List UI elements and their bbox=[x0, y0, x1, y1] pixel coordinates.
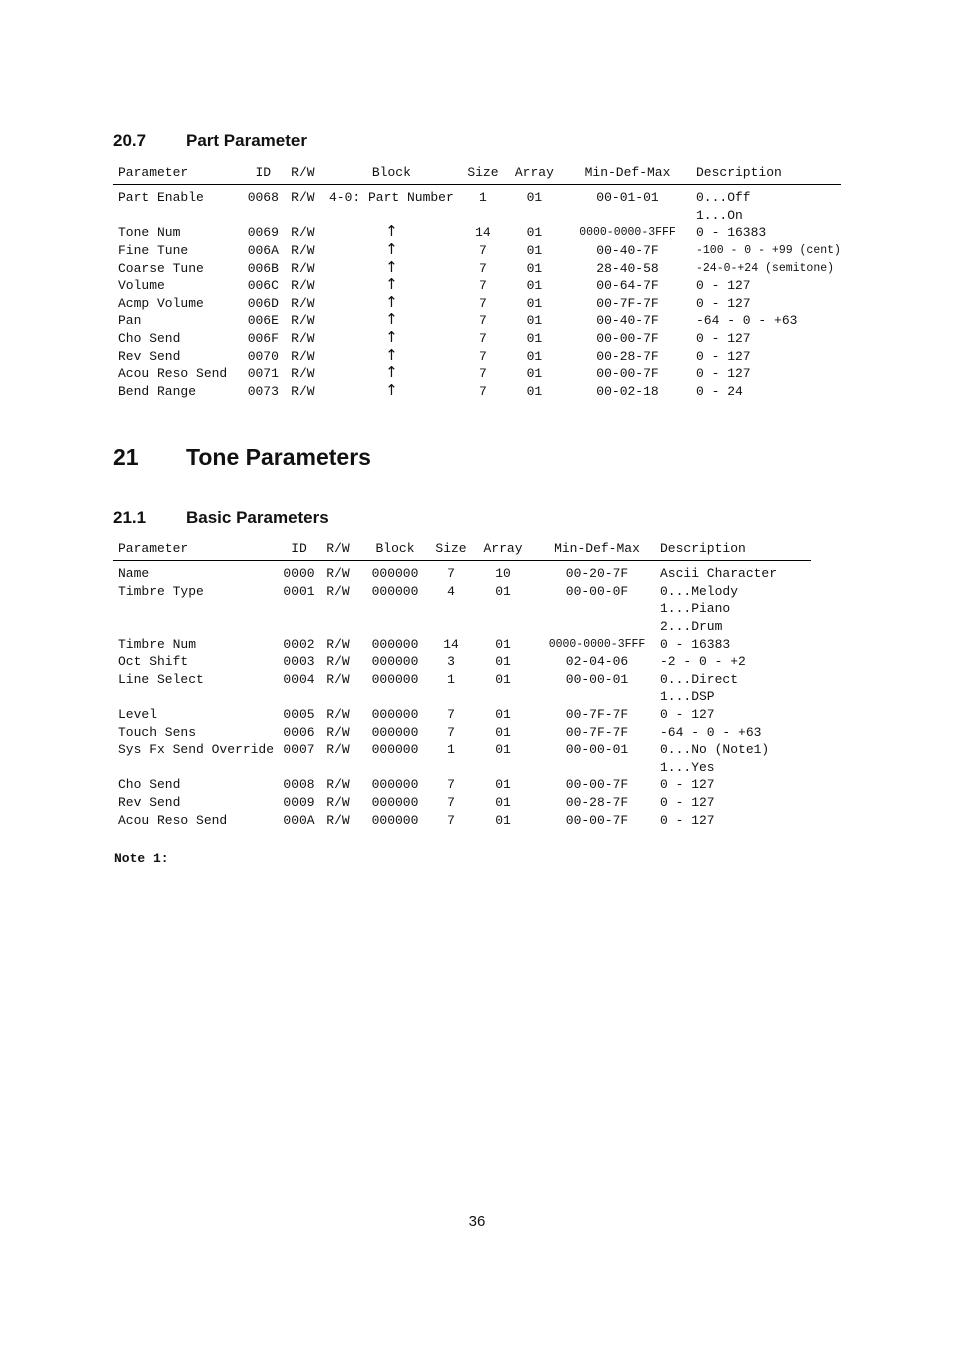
column-header-size: Size bbox=[435, 540, 467, 556]
cell-array: 01 bbox=[526, 190, 543, 206]
section-number: 20.7 bbox=[113, 131, 147, 150]
cell-id: 0068 bbox=[247, 190, 279, 206]
cell-min-def-max: 00-7F-7F bbox=[565, 724, 629, 740]
table-row bbox=[113, 312, 841, 330]
table-row bbox=[113, 330, 841, 348]
cell-id: 006E bbox=[247, 313, 279, 329]
table-row bbox=[113, 185, 841, 207]
cell-id bbox=[277, 600, 321, 618]
cell-rw: R/W bbox=[326, 583, 350, 599]
cell-block bbox=[355, 759, 435, 777]
cell-min-def-max: 00-64-7F bbox=[596, 278, 659, 294]
cell-array: 01 bbox=[495, 636, 511, 652]
cell-block bbox=[355, 688, 435, 706]
cell-parameter: Name bbox=[118, 566, 150, 582]
table-row bbox=[113, 259, 841, 277]
cell-min-def-max: 00-7F-7F bbox=[596, 295, 659, 311]
cell-array: 10 bbox=[495, 566, 511, 582]
cell-block: 000000 bbox=[371, 812, 419, 828]
up-arrow-icon: ↑ bbox=[385, 222, 398, 241]
cell-parameter: Rev Send bbox=[118, 795, 181, 811]
column-header-id: ID bbox=[291, 540, 307, 556]
table-row bbox=[113, 776, 811, 794]
cell-parameter: Level bbox=[118, 707, 158, 723]
cell-size: 7 bbox=[479, 383, 487, 399]
cell-size: 7 bbox=[447, 795, 455, 811]
cell-rw: R/W bbox=[291, 366, 315, 382]
cell-parameter: Cho Send bbox=[118, 331, 181, 347]
cell-parameter bbox=[113, 618, 277, 636]
cell-block bbox=[322, 380, 462, 401]
cell-parameter: Timbre Type bbox=[118, 583, 204, 599]
chapter-title: Tone Parameters bbox=[186, 444, 371, 470]
cell-size: 7 bbox=[479, 348, 487, 364]
section-heading-21-1 bbox=[113, 508, 329, 528]
cell-rw: R/W bbox=[326, 777, 350, 793]
cell-description: 0 - 127 bbox=[696, 366, 751, 382]
cell-id: 0003 bbox=[283, 654, 315, 670]
cell-array: 01 bbox=[495, 671, 511, 687]
cell-size: 7 bbox=[447, 566, 455, 582]
cell-parameter: Acmp Volume bbox=[118, 295, 204, 311]
cell-rw bbox=[284, 207, 322, 225]
cell-array: 01 bbox=[495, 777, 511, 793]
cell-description: 0...No (Note1) bbox=[660, 742, 770, 758]
up-arrow-icon: ↑ bbox=[385, 380, 398, 399]
cell-parameter: Rev Send bbox=[118, 348, 181, 364]
cell-array: 01 bbox=[495, 583, 511, 599]
cell-id: 006B bbox=[247, 260, 279, 276]
up-arrow-icon: ↑ bbox=[385, 257, 398, 276]
cell-size: 7 bbox=[447, 777, 455, 793]
cell-rw: R/W bbox=[326, 812, 350, 828]
cell-description: -64 - 0 - +63 bbox=[696, 313, 798, 329]
cell-min-def-max bbox=[539, 618, 655, 636]
cell-min-def-max bbox=[539, 688, 655, 706]
cell-size: 7 bbox=[447, 812, 455, 828]
cell-min-def-max: 00-00-7F bbox=[596, 366, 659, 382]
cell-parameter bbox=[113, 207, 242, 225]
cell-rw: R/W bbox=[291, 243, 315, 259]
cell-rw: R/W bbox=[291, 295, 315, 311]
cell-block: 000000 bbox=[371, 566, 419, 582]
cell-array: 01 bbox=[526, 313, 543, 329]
cell-min-def-max: 00-28-7F bbox=[596, 348, 659, 364]
cell-min-def-max: 00-40-7F bbox=[596, 243, 659, 259]
cell-min-def-max: 00-7F-7F bbox=[565, 707, 629, 723]
column-header-description: Description bbox=[660, 540, 746, 556]
table-row bbox=[113, 383, 841, 401]
cell-description: -100 - 0 - +99 (cent) bbox=[696, 244, 841, 258]
cell-min-def-max: 00-00-0F bbox=[565, 583, 629, 599]
cell-rw: R/W bbox=[326, 795, 350, 811]
cell-size: 7 bbox=[479, 313, 487, 329]
chapter-heading-21 bbox=[113, 444, 371, 471]
up-arrow-icon: ↑ bbox=[385, 275, 398, 294]
cell-block: 000000 bbox=[371, 707, 419, 723]
cell-min-def-max bbox=[539, 600, 655, 618]
cell-description: 1...Piano bbox=[660, 601, 731, 617]
cell-size: 7 bbox=[479, 331, 487, 347]
table-row bbox=[113, 635, 811, 653]
cell-description: 0...Off bbox=[696, 190, 751, 206]
cell-min-def-max: 02-04-06 bbox=[565, 654, 629, 670]
cell-id: 006A bbox=[247, 243, 279, 259]
cell-array: 01 bbox=[526, 366, 543, 382]
table-row bbox=[113, 207, 841, 225]
cell-array: 01 bbox=[526, 331, 543, 347]
column-header-block: Block bbox=[371, 164, 411, 180]
cell-array bbox=[505, 207, 564, 225]
cell-id: 006D bbox=[247, 295, 279, 311]
cell-parameter: Timbre Num bbox=[118, 636, 197, 652]
section-heading-20-7 bbox=[113, 131, 307, 151]
cell-size bbox=[435, 688, 467, 706]
table-row bbox=[113, 653, 811, 671]
cell-id: 0008 bbox=[283, 777, 315, 793]
cell-description: -24-0-+24 (semitone) bbox=[696, 261, 835, 275]
column-header-description: Description bbox=[696, 164, 782, 180]
cell-rw: R/W bbox=[326, 742, 350, 758]
cell-size: 7 bbox=[479, 260, 487, 276]
cell-description: 0 - 127 bbox=[696, 295, 751, 311]
cell-rw: R/W bbox=[291, 278, 315, 294]
cell-rw: R/W bbox=[326, 707, 350, 723]
cell-rw: R/W bbox=[291, 331, 315, 347]
cell-block: 000000 bbox=[371, 742, 419, 758]
cell-size bbox=[435, 618, 467, 636]
cell-array: 01 bbox=[495, 812, 511, 828]
cell-array: 01 bbox=[526, 383, 543, 399]
cell-description: 1...DSP bbox=[660, 689, 715, 705]
cell-rw: R/W bbox=[326, 566, 350, 582]
cell-min-def-max: 0000-0000-3FFF bbox=[548, 637, 646, 651]
table-row bbox=[113, 706, 811, 724]
cell-id: 0007 bbox=[283, 742, 315, 758]
table-row bbox=[113, 277, 841, 295]
column-header-min-def-max: Min-Def-Max bbox=[554, 540, 640, 556]
cell-block bbox=[355, 600, 435, 618]
cell-description: 0...Melody bbox=[660, 583, 739, 599]
cell-rw: R/W bbox=[326, 654, 350, 670]
cell-parameter bbox=[113, 600, 277, 618]
column-header-array: Array bbox=[483, 540, 523, 556]
column-header-array: Array bbox=[514, 164, 554, 180]
cell-parameter: Sys Fx Send Override bbox=[118, 742, 275, 758]
cell-array bbox=[467, 688, 539, 706]
cell-id: 006F bbox=[247, 331, 279, 347]
page-number: 36 bbox=[468, 1213, 486, 1230]
table-row bbox=[113, 759, 811, 777]
up-arrow-icon: ↑ bbox=[385, 328, 398, 347]
cell-id: 0004 bbox=[283, 671, 315, 687]
cell-min-def-max bbox=[564, 207, 691, 225]
cell-size bbox=[435, 759, 467, 777]
note-label: Note 1: bbox=[114, 851, 169, 866]
cell-size: 1 bbox=[447, 671, 455, 687]
table-row bbox=[113, 618, 811, 636]
cell-rw: R/W bbox=[291, 225, 315, 241]
cell-description: 0 - 127 bbox=[696, 331, 751, 347]
table-row bbox=[113, 347, 841, 365]
table-row bbox=[113, 794, 811, 812]
cell-size: 7 bbox=[479, 295, 487, 311]
cell-size: 7 bbox=[447, 707, 455, 723]
part-parameter-table bbox=[113, 160, 841, 400]
cell-size: 7 bbox=[479, 243, 487, 259]
up-arrow-icon: ↑ bbox=[385, 240, 398, 259]
table-header-row bbox=[113, 160, 841, 185]
cell-id: 0001 bbox=[283, 583, 315, 599]
cell-size: 7 bbox=[479, 278, 487, 294]
cell-description: 0 - 127 bbox=[660, 812, 715, 828]
cell-rw bbox=[321, 600, 355, 618]
section-number: 21.1 bbox=[113, 508, 147, 527]
cell-size: 4 bbox=[447, 583, 455, 599]
table-row bbox=[113, 811, 811, 829]
cell-parameter: Pan bbox=[118, 313, 142, 329]
cell-array: 01 bbox=[495, 795, 511, 811]
cell-description: 1...Yes bbox=[660, 759, 715, 775]
table-row bbox=[113, 365, 841, 383]
cell-min-def-max: 00-00-01 bbox=[565, 671, 629, 687]
cell-rw bbox=[321, 688, 355, 706]
up-arrow-icon: ↑ bbox=[385, 292, 398, 311]
cell-description: 0 - 16383 bbox=[660, 636, 731, 652]
cell-parameter: Fine Tune bbox=[118, 243, 189, 259]
cell-id: 0070 bbox=[247, 348, 279, 364]
cell-id bbox=[242, 207, 284, 225]
cell-description: 1...On bbox=[696, 207, 743, 223]
cell-block: 000000 bbox=[371, 671, 419, 687]
cell-id bbox=[277, 759, 321, 777]
cell-rw: R/W bbox=[291, 260, 315, 276]
cell-min-def-max: 00-02-18 bbox=[596, 383, 659, 399]
cell-array bbox=[467, 600, 539, 618]
cell-size bbox=[435, 600, 467, 618]
cell-size: 7 bbox=[479, 366, 487, 382]
cell-min-def-max: 28-40-58 bbox=[596, 260, 659, 276]
cell-size: 1 bbox=[479, 190, 487, 206]
cell-parameter bbox=[113, 759, 277, 777]
up-arrow-icon: ↑ bbox=[385, 363, 398, 382]
cell-rw bbox=[321, 618, 355, 636]
cell-block: 000000 bbox=[371, 654, 419, 670]
cell-parameter: Tone Num bbox=[118, 225, 181, 241]
cell-size bbox=[461, 207, 505, 225]
column-header-size: Size bbox=[467, 164, 499, 180]
cell-block: 000000 bbox=[371, 795, 419, 811]
cell-rw bbox=[321, 759, 355, 777]
cell-rw: R/W bbox=[291, 348, 315, 364]
cell-size: 1 bbox=[447, 742, 455, 758]
cell-description: 0 - 127 bbox=[660, 795, 715, 811]
up-arrow-icon: ↑ bbox=[385, 345, 398, 364]
table-header-row bbox=[113, 536, 811, 561]
cell-id: 0006 bbox=[283, 724, 315, 740]
column-header-rw: R/W bbox=[326, 540, 350, 556]
cell-id: 0005 bbox=[283, 707, 315, 723]
cell-block bbox=[355, 618, 435, 636]
cell-min-def-max: 00-00-01 bbox=[565, 742, 629, 758]
cell-parameter: Part Enable bbox=[118, 190, 204, 206]
cell-parameter: Acou Reso Send bbox=[118, 812, 228, 828]
cell-description: Ascii Character bbox=[660, 566, 778, 582]
column-header-id: ID bbox=[255, 164, 272, 180]
cell-array: 01 bbox=[526, 260, 543, 276]
table-row bbox=[113, 600, 811, 618]
column-header-parameter: Parameter bbox=[118, 164, 189, 180]
cell-description: 0 - 16383 bbox=[696, 225, 767, 241]
cell-parameter: Bend Range bbox=[118, 383, 197, 399]
cell-description: 2...Drum bbox=[660, 619, 723, 635]
table-row bbox=[113, 561, 811, 583]
cell-array: 01 bbox=[495, 742, 511, 758]
table-row bbox=[113, 723, 811, 741]
cell-min-def-max: 0000-0000-3FFF bbox=[579, 226, 676, 240]
cell-description: -64 - 0 - +63 bbox=[660, 724, 762, 740]
cell-min-def-max: 00-20-7F bbox=[565, 566, 629, 582]
cell-size: 7 bbox=[447, 724, 455, 740]
cell-description: 0 - 127 bbox=[696, 348, 751, 364]
cell-block: 000000 bbox=[371, 583, 419, 599]
cell-parameter: Oct Shift bbox=[118, 654, 189, 670]
cell-parameter: Touch Sens bbox=[118, 724, 197, 740]
cell-min-def-max: 00-01-01 bbox=[596, 190, 659, 206]
cell-array: 01 bbox=[495, 654, 511, 670]
cell-array: 01 bbox=[526, 225, 543, 241]
cell-description: 0 - 127 bbox=[696, 278, 751, 294]
cell-parameter: Line Select bbox=[118, 671, 204, 687]
section-title: Basic Parameters bbox=[186, 508, 329, 527]
cell-min-def-max bbox=[539, 759, 655, 777]
chapter-number: 21 bbox=[113, 444, 139, 470]
cell-description: 0...Direct bbox=[660, 671, 739, 687]
cell-array: 01 bbox=[526, 243, 543, 259]
table-row bbox=[113, 688, 811, 706]
cell-parameter: Acou Reso Send bbox=[118, 366, 228, 382]
table-row bbox=[113, 671, 811, 689]
cell-array: 01 bbox=[526, 348, 543, 364]
cell-id: 0000 bbox=[283, 566, 315, 582]
cell-id: 0002 bbox=[283, 636, 315, 652]
cell-id bbox=[277, 618, 321, 636]
column-header-parameter: Parameter bbox=[118, 540, 189, 556]
up-arrow-icon: ↑ bbox=[385, 310, 398, 329]
cell-rw: R/W bbox=[326, 724, 350, 740]
cell-rw: R/W bbox=[291, 190, 315, 206]
cell-id: 0071 bbox=[247, 366, 279, 382]
cell-min-def-max: 00-40-7F bbox=[596, 313, 659, 329]
cell-array: 01 bbox=[495, 724, 511, 740]
cell-id: 0073 bbox=[247, 383, 279, 399]
section-title: Part Parameter bbox=[186, 131, 307, 150]
cell-min-def-max: 00-00-7F bbox=[565, 812, 629, 828]
cell-parameter: Cho Send bbox=[118, 777, 181, 793]
table-row bbox=[113, 583, 811, 601]
cell-array: 01 bbox=[495, 707, 511, 723]
cell-description: -2 - 0 - +2 bbox=[660, 654, 746, 670]
cell-description: 0 - 24 bbox=[696, 383, 743, 399]
cell-id: 000A bbox=[283, 812, 315, 828]
cell-min-def-max: 00-28-7F bbox=[565, 795, 629, 811]
cell-array bbox=[467, 618, 539, 636]
cell-array: 01 bbox=[526, 278, 543, 294]
cell-block: 4-0: Part Number bbox=[328, 190, 454, 206]
column-header-min-def-max: Min-Def-Max bbox=[584, 164, 671, 180]
cell-block: 000000 bbox=[371, 777, 419, 793]
table-row bbox=[113, 242, 841, 260]
cell-id bbox=[277, 688, 321, 706]
cell-id: 006C bbox=[247, 278, 279, 294]
table-row bbox=[113, 741, 811, 759]
cell-size: 14 bbox=[443, 636, 459, 652]
cell-parameter bbox=[113, 688, 277, 706]
cell-rw: R/W bbox=[326, 671, 350, 687]
cell-id: 0069 bbox=[247, 225, 279, 241]
cell-description: 0 - 127 bbox=[660, 777, 715, 793]
table-row bbox=[113, 224, 841, 242]
cell-parameter: Volume bbox=[118, 278, 165, 294]
cell-block: 000000 bbox=[371, 724, 419, 740]
cell-id: 0009 bbox=[283, 795, 315, 811]
cell-size: 3 bbox=[447, 654, 455, 670]
column-header-block: Block bbox=[375, 540, 415, 556]
basic-parameters-table bbox=[113, 536, 811, 829]
cell-block: 000000 bbox=[371, 636, 419, 652]
cell-min-def-max: 00-00-7F bbox=[565, 777, 629, 793]
cell-rw: R/W bbox=[326, 636, 350, 652]
cell-min-def-max: 00-00-7F bbox=[596, 331, 659, 347]
cell-rw: R/W bbox=[291, 383, 315, 399]
cell-array: 01 bbox=[526, 295, 543, 311]
cell-rw: R/W bbox=[291, 313, 315, 329]
table-row bbox=[113, 295, 841, 313]
cell-array bbox=[467, 759, 539, 777]
column-header-rw: R/W bbox=[291, 164, 315, 180]
cell-size: 14 bbox=[475, 225, 491, 241]
cell-parameter: Coarse Tune bbox=[118, 260, 204, 276]
cell-description: 0 - 127 bbox=[660, 707, 715, 723]
